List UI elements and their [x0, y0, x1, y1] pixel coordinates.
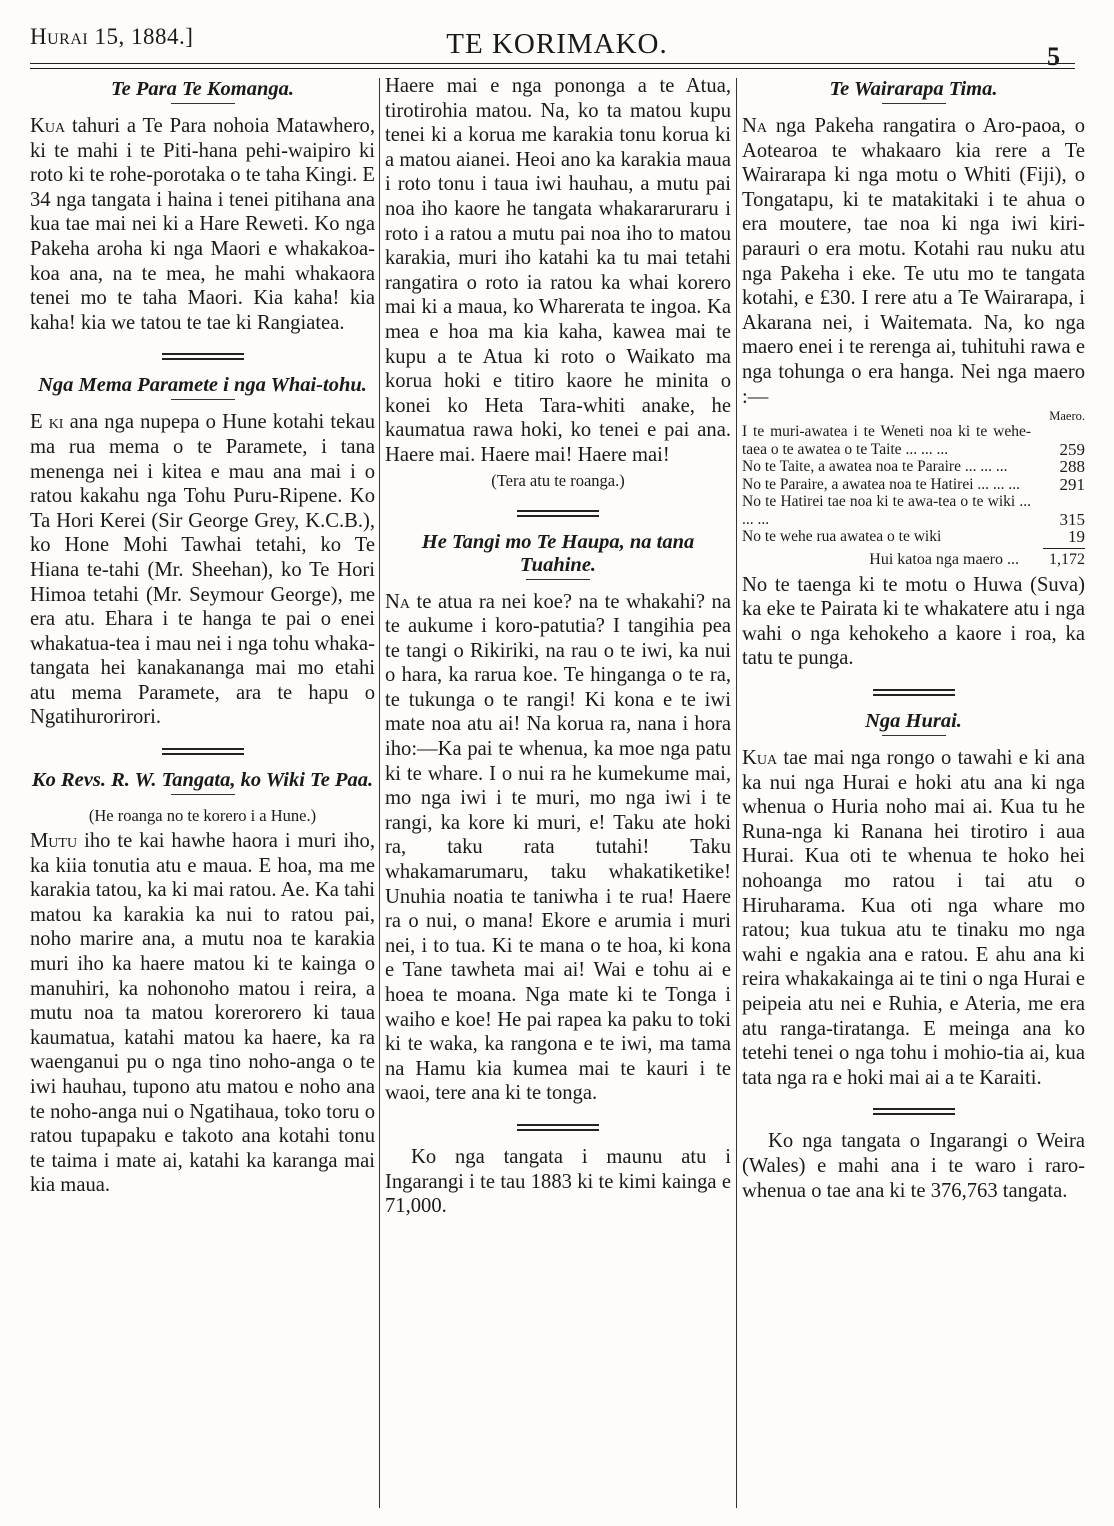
- article-body: No te taenga ki te motu o Huwa (Suva) ka eke te Pairata ki te whakatere atu i nga wahi o nga kehokeho a kaore i roa, ka tatu te punga.: [742, 573, 1085, 670]
- drop-word: Kua: [30, 115, 66, 137]
- row-label: No te Taite, a awatea noa te Paraire ... ... ...: [742, 458, 1008, 476]
- article-text: tahuri a Te Para nohoia Matawhero, ki te mahi i te Piti-hana pehi-waipiro ki roto ki te rohe-porotaka o te taha Kingi. E 34 nga tangata i haina i tenei pitihana ana kua tae mai nei ki a Hare Reweti. Ko nga Pakeha aroha ki nga Maori e whakakoa-koa ana, na te mea, he mahi whakaora tenei mo te taha Maori. Kia kaha! kia kaha! kia we tatou te tae ki Rangiatea.: [30, 115, 375, 334]
- row-value: 291: [1059, 474, 1085, 494]
- column-3: [742, 74, 1085, 1203]
- section-divider: [517, 1124, 599, 1131]
- total-value: 1,172: [1049, 550, 1085, 568]
- heading-rule: [171, 794, 235, 795]
- table-total: [742, 549, 1085, 571]
- section-divider: [162, 748, 244, 755]
- drop-word: Kua: [742, 747, 778, 769]
- article-heading: Nga Hurai.: [865, 710, 962, 732]
- continuation-note: (He roanga no te korero i a Hune.): [88, 806, 317, 826]
- drop-word: Mutu: [30, 830, 78, 853]
- article-heading: Ko Revs. R. W. Tangata, ko Wiki Te Paa.: [31, 769, 374, 792]
- article-heading: Nga Mema Paramete i nga Whai-tohu.: [38, 374, 367, 397]
- row-label: No te wehe rua awatea o te wiki: [742, 528, 942, 546]
- article-body: [30, 114, 375, 335]
- column-divider: [736, 78, 737, 1508]
- mileage-table: [742, 423, 1085, 546]
- heading-rule: [882, 103, 946, 104]
- page-number: 5: [1047, 42, 1060, 71]
- article-text: iho te kai hawhe haora i muri iho, ka kiia tonutia atu e maua. E hoa, ma me karakia tatou, ka ki mai ratou. Ae. Ka tahi matou ka karakia ka nui to ratou pai, noho marire ana, a mutu noa te karakia muri iho ka haere matou ki te kainga o manuhiri, ka nohonoho matou i reira, a mutu noa ta matou korerorero ki taua kaumatua, katahi matou ka haere, ka ra waenganui pu o nga tino noho-anga o te iwi hauhau, tupono atu matou e noho ana te noho-anga nui o Ngatihaua, toko toru o ratou tupapaku e takoto ana kotahi tonu te taima i mate ai, katahi ka karanga mai kia maua.: [30, 830, 375, 1197]
- article-heading: He Tangi mo Te Haupa, na tana Tuahine.: [421, 530, 695, 576]
- table-row: [742, 476, 1085, 494]
- article-body: [742, 746, 1085, 1090]
- column-1: [30, 74, 375, 1198]
- article-text: ana nga nupepa o Hune kotahi tekau ma rua mema o te Paramete, i tana menenga nei i kitea e mau ana mai i o ratou kakahu nga Tohu Puru-Ripene. Ko Ta Hori Kerei (Sir George Grey, K.C.B.), ko Hone Mohi Tawhai tetahi, ko Te Hiana te-tahi (Mr. Sheehan), ko Te Hori Himoa tetahi (Mr. Seymour George), me era atu. Ehara i te hanga te pai o enei whakatua-tea i mau nei i nga tohu whaka-tangata hei kanakananga mai mo etahi atu mema Paramete, ara te hapu o Ngatihurorirori.: [30, 411, 375, 729]
- row-value: 19: [1068, 527, 1085, 547]
- continuation-note: (Tera atu te roanga.): [491, 470, 625, 490]
- row-value: 259: [1059, 439, 1085, 459]
- header-rule-secondary: [30, 68, 1075, 69]
- section-divider: [873, 689, 955, 696]
- article-heading: Te Wairarapa Tima.: [829, 78, 998, 100]
- article-body: Ko nga tangata i maunu atu i Ingarangi i te tau 1883 ki te kimi kainga e 71,000.: [385, 1145, 731, 1218]
- table-row: [742, 493, 1085, 528]
- row-label: I te muri-awatea i te Weneti noa ki te wehe-taea o te awatea o te Taite ... ... ...: [742, 423, 1031, 458]
- article-body: [30, 829, 375, 1198]
- article-heading: Te Para Te Komanga.: [111, 78, 294, 100]
- row-label: No te Hatirei tae noa ki te awa-tea o te wiki ... ... ...: [742, 493, 1031, 528]
- column-divider: [379, 78, 380, 1508]
- article-body: [30, 410, 375, 730]
- drop-word: Na: [385, 590, 410, 613]
- section-divider: [517, 510, 599, 517]
- issue-date: Hurai 15, 1884.]: [30, 24, 194, 49]
- article-text: te atua ra nei koe? na te whakahi? na te aukume i koro-patutia? I tangihia pea te tangi o Rikiriki, na rau o te iwi, ka nui o hara, ka rarua koe. Te hinganga o te ra, te tukunga o te rangi! Ki kona e te iwi mate noa atu ai! Na korua ra, nana i hora iho:—Ka pai te whenua, ka moe nga patu ki te whare. I o nui ra he kumekume mai, mo nga iwi i te muri, mo nga iwi i te rangi, ka kore ki muri, e! Taku ate hoki ra, taku rata tutahi! Taku whakamarumaru, taku whakatiketike! Unuhia noatia te taniwha i te rua! Haere ra o nui, o mana! Ekore e arumia i muri nei, i to tua. Ki te mana o te hoa, ki kona e Tane tawheta mai ai! Wai e tohu ai e hoea te moana. Nga mate ki te Tonga i waiho e koe! He pai rapea ka paku to toki ki te waka, ka rangona e te iwi, ma tama na Hamu kia kumea mai te kauri i te waoi, tere ana ki te tonga.: [385, 590, 731, 1105]
- column-2: [385, 74, 731, 1219]
- drop-word: Na: [742, 115, 767, 137]
- newspaper-title: TE KORIMAKO.: [446, 28, 668, 60]
- section-divider: [873, 1108, 955, 1115]
- total-label: Hui katoa nga maero ...: [869, 550, 1019, 568]
- row-value: 315: [1059, 509, 1085, 529]
- article-text: tae mai nga rongo o tawahi e ki ana ka nui nga Hurai e hoki atu ana ki nga whenua o Huria noho mai ai. Kua tu he Runa-nga ki Ranana hei tirotiro i aua Hurai. Kua oti te whenua te hoko hei nohoanga mo ratou i tai atu o Hiruharama. Kua oti nga whare mo ratou; kua tukua atu te tinaku mo nga wahi e ngakia ana e ratou. E ahu ana ki reira whakakainga ai te tini o nga Hurai e peipeia atu nei e Ruhia, e Ateria, me era atu ranga-tiratanga. E meinga ana ko tetehi tenei o nga tohu i mohio-tia ai, kua tata nga ra e hoki mai ai a te Karaiti.: [742, 747, 1085, 1089]
- heading-rule: [171, 399, 235, 400]
- article-body: [742, 114, 1085, 409]
- table-row: [742, 528, 1085, 546]
- row-label: No te Paraire, a awatea noa te Hatirei ... ... ...: [742, 475, 1021, 493]
- article-body: Haere mai e nga pononga a te Atua, tirotirohia matou. Na, ko ta matou kupu tenei ki a korua me karakia tonu korua ki a matou aianei. Heoi ano ka karakia maua i roto tonu i taua iwi hauhau, a mutu pai noa iho kaore he tangata whakararuraru i roto i a ratou a mutu pai noa iho to matou karakia, muri iho katahi ka tu mai tetahi rangatira o roto ia ratou ka whai korero mai ki a maua, ko Wharerata te ingoa. Ka mea e hoa ma kia kaha, kawea mai te kupu a te Atua ki roto o Waikato ma korua hoki e titiro kaore he minita o konei ko Heta Tara-whiti anake, he kaumatua rawa hoki, ko tenei e pai ana. Haere mai. Haere mai! Haere mai!: [385, 75, 731, 466]
- heading-rule: [526, 579, 590, 580]
- heading-rule: [882, 735, 946, 736]
- article-body: Ko nga tangata o Ingarangi o Weira (Wales) e mahi ana i te waro i raro-whenua o tae ana ki te 376,763 tangata.: [742, 1130, 1085, 1202]
- article-body: [385, 590, 731, 1106]
- table-row: [742, 423, 1085, 458]
- section-divider: [162, 353, 244, 360]
- table-row: [742, 458, 1085, 476]
- table-header: Maero.: [1049, 409, 1085, 424]
- article-text: nga Pakeha rangatira o Aro-paoa, o Aotearoa te whakaaro kia rere a Te Wairarapa ki nga motu o Whiti (Fiji), o Tongatapu, ki te matakitaki i te ahua o era moutere, tae noa ki nga iwi kiri-parauri o era motu. Kotahi rau nuku atu nga Pakeha i eke. Te utu mo te tangata kotahi, e £30. I rere atu a Te Wairarapa, i Akarana nei, i Waitemata. Na, ko nga maero enei i te rerenga ai, tuhituhi rawa e nga tohunga o era hanga. Nei nga maero :—: [742, 115, 1085, 408]
- heading-rule: [171, 103, 235, 104]
- header-rule: [30, 63, 1075, 64]
- row-value: 288: [1059, 457, 1085, 477]
- drop-word: E ki: [30, 411, 64, 434]
